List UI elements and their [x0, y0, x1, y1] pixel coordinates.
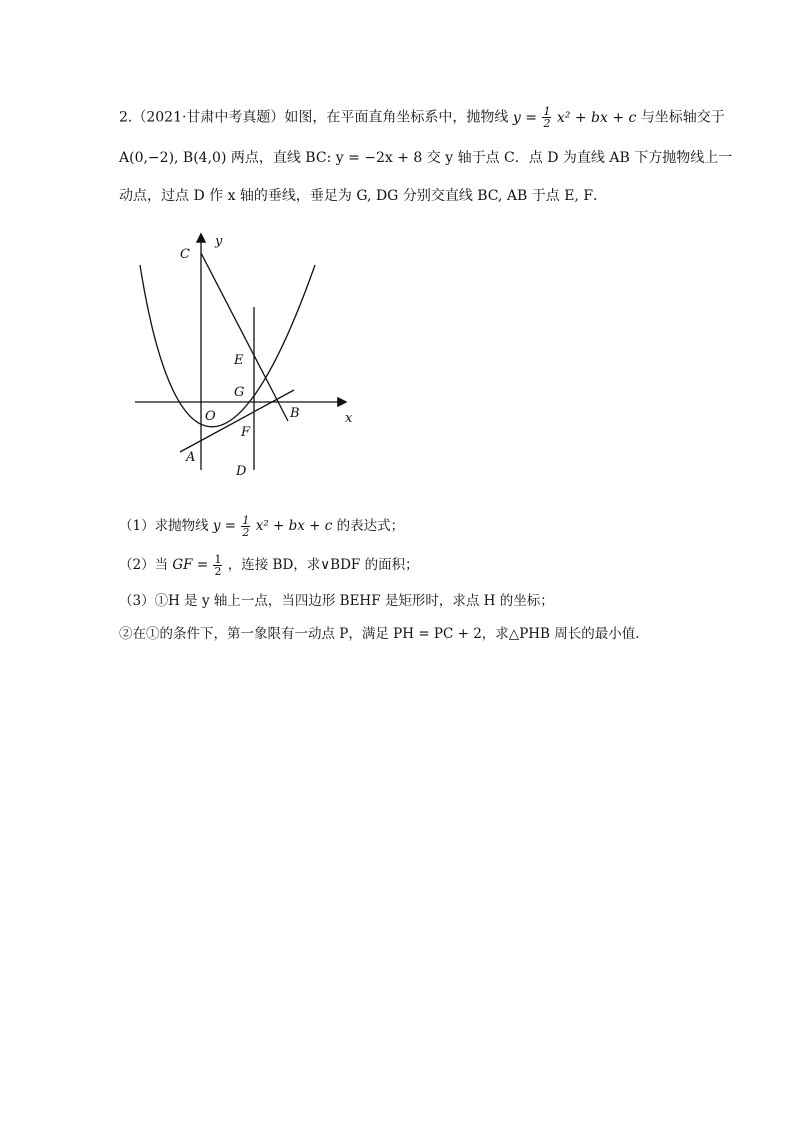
question-2 [119, 554, 419, 577]
label-x: x [345, 411, 353, 426]
parabola-figure [130, 225, 360, 480]
q2-frac-den: 2 [214, 565, 222, 578]
formula-frac-num: 1 [543, 105, 551, 118]
formula-rest: x² + bx + c [556, 109, 637, 126]
problem-line-1 [119, 106, 725, 129]
label-o: O [205, 409, 216, 424]
label-y: y [215, 234, 223, 249]
question-2-suffix: ，连接 BD，求∨BDF 的面积； [227, 557, 419, 573]
question-1 [119, 515, 404, 538]
formula-frac-den: 2 [543, 117, 551, 130]
q2-gf: GF = [172, 557, 209, 573]
label-e: E [234, 353, 244, 368]
q1-formula-y-eq: y = [212, 518, 237, 534]
q1-formula [212, 514, 337, 539]
problem-line-2: A(0,−2), B(4,0) 两点，直线 BC: y = −2x + 8 交 y 轴于点 C．点 D 为直线 AB 下方抛物线上一 [119, 150, 733, 166]
line-bc [201, 253, 288, 421]
q1-frac-num: 1 [242, 514, 250, 527]
question-1-prefix: （1）求抛物线 [119, 518, 209, 534]
problem-line-3: 动点，过点 D 作 x 轴的垂线，垂足为 G, DG 分别交直线 BC, AB 于点 E, F． [119, 188, 608, 204]
label-c: C [180, 247, 190, 262]
label-b: B [290, 406, 300, 421]
q1-formula-fraction [241, 515, 250, 538]
label-f: F [241, 425, 251, 440]
parabola-formula [512, 105, 641, 130]
q2-frac-num: 1 [214, 553, 222, 566]
formula-y-eq: y = [512, 109, 537, 126]
question-1-suffix: 的表达式； [336, 518, 405, 534]
formula-fraction [542, 106, 551, 129]
q2-fraction [213, 554, 222, 577]
label-a: A [186, 450, 196, 465]
problem-line-1-suffix: 与坐标轴交于 [640, 109, 725, 126]
label-g: G [234, 385, 245, 400]
question-3: （3）①H 是 y 轴上一点，当四边形 BEHF 是矩形时，求点 H 的坐标； [119, 593, 554, 609]
q1-formula-rest: x² + bx + c [255, 518, 333, 534]
q1-frac-den: 2 [242, 526, 250, 539]
question-3-part-2: ②在①的条件下，第一象限有一动点 P，满足 PH = PC + 2，求△PHB 周长的最小值． [119, 626, 649, 642]
problem-line-1-prefix: 2.（2021·甘肃中考真题）如图，在平面直角坐标系中，抛物线 [119, 109, 509, 126]
question-2-prefix: （2）当 [119, 557, 169, 573]
label-d: D [236, 464, 247, 479]
